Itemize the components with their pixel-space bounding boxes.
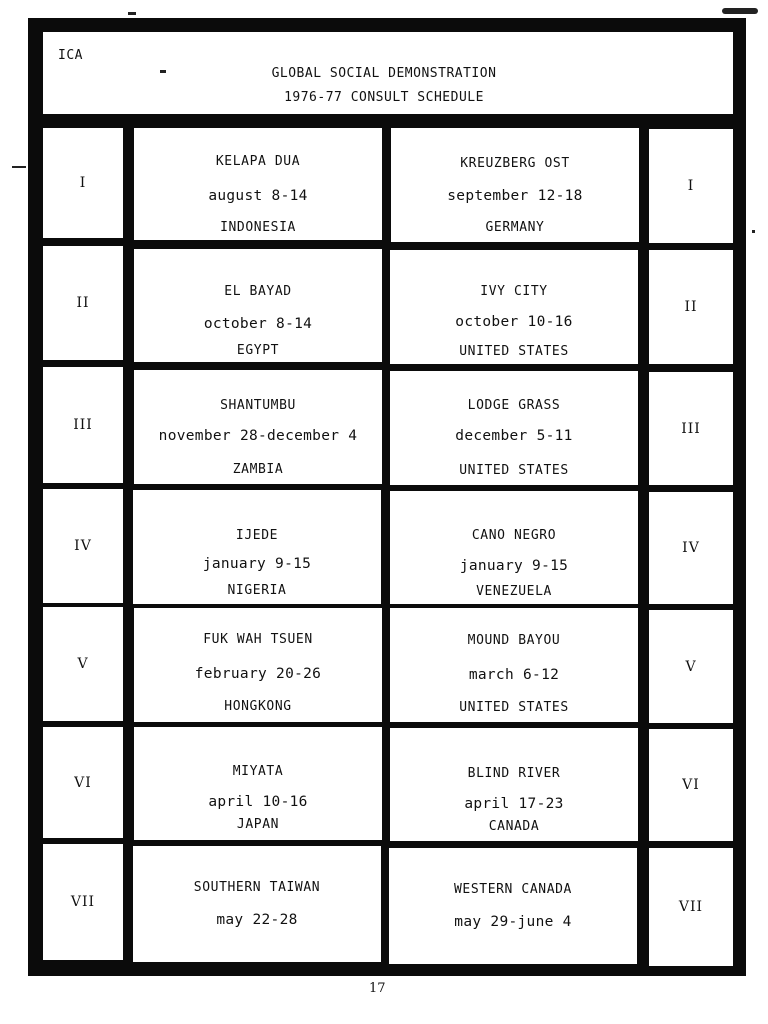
scan-speck bbox=[12, 166, 26, 168]
site-dates: may 29-june 4 bbox=[454, 914, 572, 930]
site-dates: march 6-12 bbox=[468, 667, 560, 683]
consult-site-right bbox=[390, 491, 638, 604]
consult-site-right bbox=[390, 250, 638, 364]
site-name: KELAPA DUA bbox=[215, 154, 301, 169]
site-name: MOUND BAYOU bbox=[467, 633, 561, 648]
site-country: CANADA bbox=[488, 819, 540, 834]
row-numeral-right: VII bbox=[649, 848, 733, 966]
site-country: EGYPT bbox=[236, 343, 280, 358]
row-numeral-right: II bbox=[649, 250, 733, 364]
site-country: INDONESIA bbox=[220, 220, 296, 235]
row-numeral-left: IV bbox=[43, 489, 123, 603]
site-country: UNITED STATES bbox=[459, 463, 569, 478]
consult-site-right bbox=[390, 371, 638, 485]
scan-speck bbox=[752, 230, 755, 233]
site-dates: august 8-14 bbox=[208, 188, 308, 204]
consult-site-left bbox=[134, 128, 382, 240]
consult-site-left bbox=[134, 727, 382, 840]
site-country: UNITED STATES bbox=[459, 344, 569, 359]
site-dates: january 9-15 bbox=[459, 558, 569, 574]
site-dates: september 12-18 bbox=[447, 188, 583, 204]
scan-speck bbox=[160, 70, 166, 73]
site-name: BLIND RIVER bbox=[467, 766, 561, 781]
consult-site-left bbox=[134, 370, 382, 484]
consult-site-right bbox=[390, 728, 638, 841]
site-dates: february 20-26 bbox=[194, 666, 322, 682]
row-numeral-right: V bbox=[649, 610, 733, 723]
site-dates: april 17-23 bbox=[464, 796, 564, 812]
site-dates: may 22-28 bbox=[216, 912, 298, 928]
site-name: IJEDE bbox=[235, 528, 279, 543]
site-name: SHANTUMBU bbox=[220, 398, 296, 413]
consult-site-right bbox=[391, 128, 639, 242]
row-numeral-right: VI bbox=[649, 729, 733, 841]
row-numeral-left: VII bbox=[43, 844, 123, 960]
site-dates: april 10-16 bbox=[208, 794, 308, 810]
site-country: JAPAN bbox=[236, 817, 280, 832]
row-numeral-left: I bbox=[43, 128, 123, 238]
row-numeral-right: I bbox=[649, 129, 733, 243]
page-number: 17 bbox=[369, 981, 386, 996]
site-name: LODGE GRASS bbox=[467, 398, 561, 413]
scan-speck bbox=[722, 8, 758, 14]
site-dates: november 28-december 4 bbox=[158, 428, 358, 444]
row-numeral-left: III bbox=[43, 367, 123, 483]
document-title: GLOBAL SOCIAL DEMONSTRATION bbox=[271, 66, 497, 81]
consult-site-left bbox=[133, 846, 381, 962]
site-dates: october 8-14 bbox=[203, 316, 313, 332]
header-panel bbox=[43, 32, 733, 114]
site-country: UNITED STATES bbox=[459, 700, 569, 715]
site-country: VENEZUELA bbox=[476, 584, 552, 599]
site-name: EL BAYAD bbox=[224, 284, 292, 299]
site-dates: october 10-16 bbox=[455, 314, 573, 330]
site-country: NIGERIA bbox=[227, 583, 287, 598]
consult-site-right bbox=[390, 608, 638, 722]
site-name: CANO NEGRO bbox=[471, 528, 557, 543]
site-name: SOUTHERN TAIWAN bbox=[193, 880, 321, 895]
site-country: HONGKONG bbox=[224, 699, 292, 714]
document-subtitle: 1976-77 CONSULT SCHEDULE bbox=[284, 90, 484, 105]
site-name: MIYATA bbox=[232, 764, 284, 779]
site-country: ZAMBIA bbox=[232, 462, 284, 477]
site-dates: december 5-11 bbox=[455, 428, 573, 444]
consult-site-left bbox=[134, 608, 382, 722]
site-name: KREUZBERG OST bbox=[460, 156, 570, 171]
row-numeral-left: II bbox=[43, 246, 123, 360]
row-numeral-left: VI bbox=[43, 727, 123, 838]
row-numeral-left: V bbox=[43, 607, 123, 721]
site-dates: january 9-15 bbox=[202, 556, 312, 572]
site-name: FUK WAH TSUEN bbox=[203, 632, 313, 647]
row-numeral-right: III bbox=[649, 372, 733, 485]
row-numeral-right: IV bbox=[649, 492, 733, 604]
org-label: ICA bbox=[58, 48, 83, 63]
site-name: IVY CITY bbox=[480, 284, 548, 299]
consult-site-left bbox=[133, 490, 381, 604]
consult-site-left bbox=[134, 249, 382, 362]
site-name: WESTERN CANADA bbox=[454, 882, 572, 897]
site-country: GERMANY bbox=[485, 220, 545, 235]
consult-site-right bbox=[389, 848, 637, 964]
scan-speck bbox=[128, 12, 136, 15]
